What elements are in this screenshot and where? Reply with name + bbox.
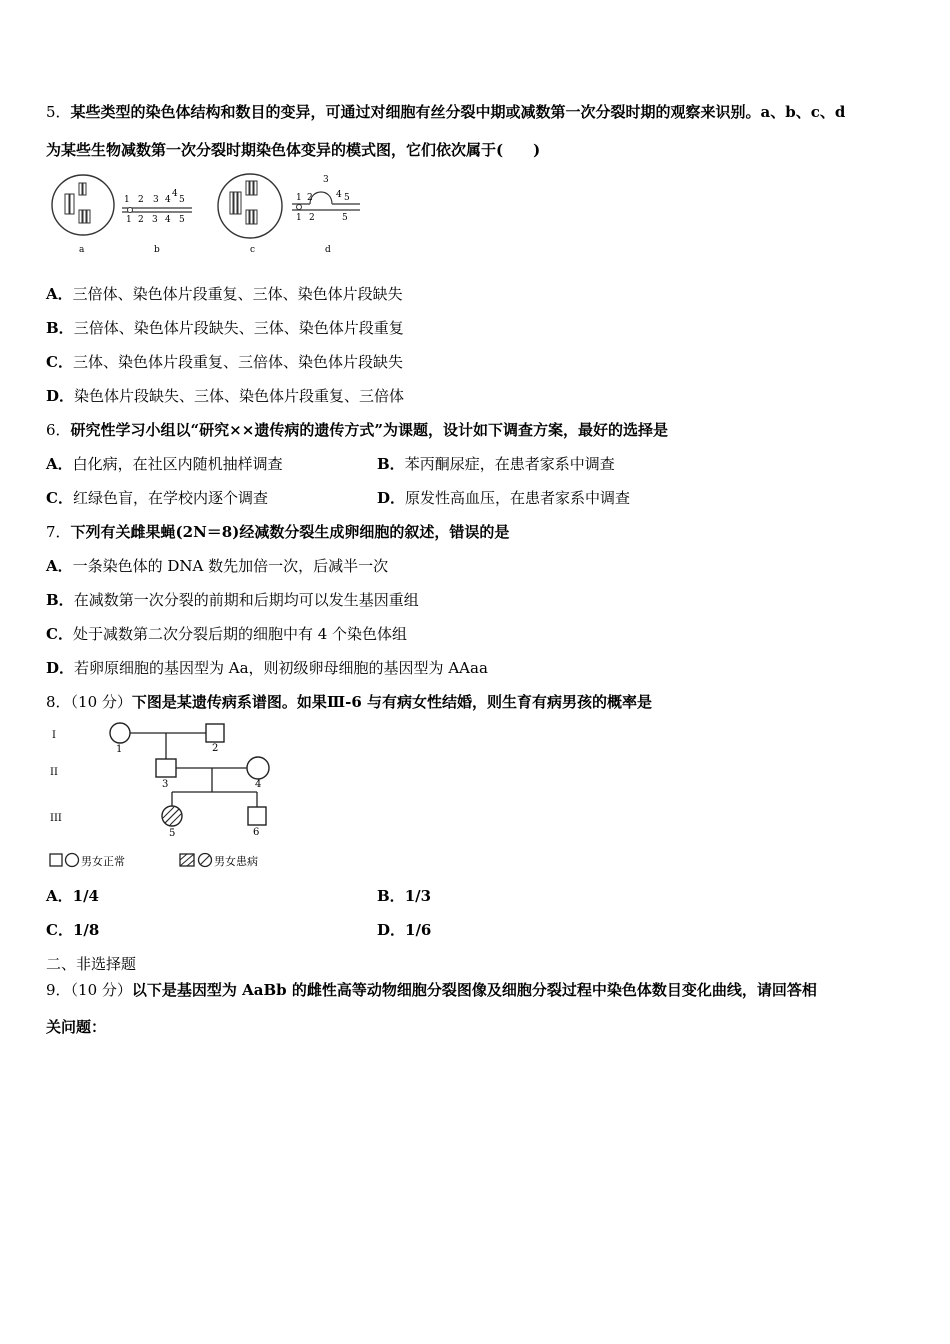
fig-label-c: c [250, 245, 256, 255]
svg-text:6: 6 [253, 827, 260, 838]
fig-label-b: b [154, 245, 160, 255]
individual-1 [110, 723, 130, 743]
individual-2 [206, 724, 224, 742]
q5-stem-line2: 为某些生物减数第一次分裂时期染色体变异的模式图，它们依次属于( ) [46, 141, 541, 159]
individual-6 [248, 807, 266, 825]
fig-label-a: a [79, 245, 85, 255]
fig-b-bottom-4: 4 [165, 215, 171, 225]
fig-d-bottom-5: 5 [342, 213, 348, 223]
q5-option-d: D．染色体片段缺失、三体、染色体片段重复、三倍体 [46, 387, 405, 405]
fig-b-bottom-5: 5 [179, 215, 185, 225]
gen-label-3: III [50, 813, 62, 824]
q6-option-b: B．苯丙酮尿症，在患者家系中调查 [377, 455, 615, 473]
fig-d-top-1: 1 [296, 193, 302, 203]
q5-option-b: B．三倍体、染色体片段缺失、三体、染色体片段重复 [46, 319, 404, 337]
legend-affected-label: 男女患病 [214, 855, 258, 868]
q8-option-c: C．1/8 [46, 921, 100, 939]
q5-option-c: C．三体、染色体片段重复、三倍体、染色体片段缺失 [46, 353, 403, 371]
q5-stem-line1 [46, 102, 845, 122]
q9-stem-line2: 关问题： [46, 1018, 107, 1036]
q7-stem: 7．下列有关雌果蝇(2N＝8)经减数分裂生成卵细胞的叙述，错误的是 [46, 523, 510, 541]
individual-3 [156, 759, 176, 777]
q5-chromosome-figure [46, 170, 376, 256]
individual-4 [247, 757, 269, 779]
q5-option-a: A．三倍体、染色体片段重复、三体、染色体片段缺失 [46, 285, 403, 303]
legend-normal-male [50, 854, 62, 866]
fig-b-top-1: 1 [124, 195, 130, 205]
svg-text:5: 5 [169, 828, 176, 839]
q6-option-d: D．原发性高血压，在患者家系中调查 [377, 489, 631, 507]
fig-label-d: d [325, 245, 331, 255]
q6-option-a: A．白化病，在社区内随机抽样调查 [46, 455, 283, 473]
svg-text:4: 4 [255, 779, 262, 790]
svg-text:1: 1 [116, 744, 123, 755]
q7-option-c: C．处于减数第二次分裂后期的细胞中有 4 个染色体组 [46, 625, 408, 643]
q5-stem-text1: 某些类型的染色体结构和数目的变异，可通过对细胞有丝分裂中期或减数第一次分裂时期的观察来识别。a、b、c、d [70, 103, 846, 121]
fig-d-top-2: 2 [307, 193, 313, 203]
fig-b-top-4: 4 [165, 195, 171, 205]
fig-b-bottom-3: 3 [152, 215, 158, 225]
legend-normal-label: 男女正常 [81, 855, 125, 868]
q7-option-d: D．若卵原细胞的基因型为 Aa，则初级卵母细胞的基因型为 AAaa [46, 659, 488, 677]
gen-label-1: I [52, 730, 56, 741]
q5-number: 5． [46, 103, 71, 121]
legend-normal-female [66, 854, 79, 867]
fig-d-top-4: 4 [336, 190, 342, 200]
q7-option-b: B．在减数第一次分裂的前期和后期均可以发生基因重组 [46, 591, 419, 609]
q7-option-a: A．一条染色体的 DNA 数先加倍一次，后减半一次 [46, 557, 389, 575]
fig-d-top-3: 3 [323, 175, 329, 185]
svg-text:3: 3 [162, 779, 169, 790]
fig-b-top-5: 5 [179, 195, 185, 205]
q8-option-a: A．1/4 [46, 887, 99, 905]
fig-d-bottom-1: 1 [296, 213, 302, 223]
q8-option-d: D．1/6 [377, 921, 432, 939]
q8-pedigree-chart [46, 720, 296, 875]
fig-b-top-3: 3 [153, 195, 159, 205]
q8-option-b: B．1/3 [377, 887, 432, 905]
section-2-title: 二、非选择题 [46, 955, 137, 973]
svg-text:2: 2 [212, 743, 219, 754]
fig-d-bottom-2: 2 [309, 213, 315, 223]
fig-d-top-5: 5 [344, 193, 350, 203]
q6-option-c: C．红绿色盲，在学校内逐个调查 [46, 489, 268, 507]
q9-stem-line1: 9．（10 分）以下是基因型为 AaBb 的雌性高等动物细胞分裂图像及细胞分裂过程中染色体数目变化曲线，请回答相 [46, 981, 817, 999]
fig-b-top-4b: 4 [172, 189, 178, 199]
fig-b-bottom-2: 2 [138, 215, 144, 225]
gen-label-2: II [50, 767, 58, 778]
q6-stem: 6．研究性学习小组以“研究××遗传病的遗传方式”为课题，设计如下调查方案，最好的选择是 [46, 421, 668, 439]
fig-b-bottom-1: 1 [126, 215, 132, 225]
fig-b-top-2: 2 [138, 195, 144, 205]
q8-stem: 8．（10 分）下图是某遗传病系谱图。如果Ⅲ-6 与有病女性结婚，则生育有病男孩的概率是 [46, 693, 653, 711]
